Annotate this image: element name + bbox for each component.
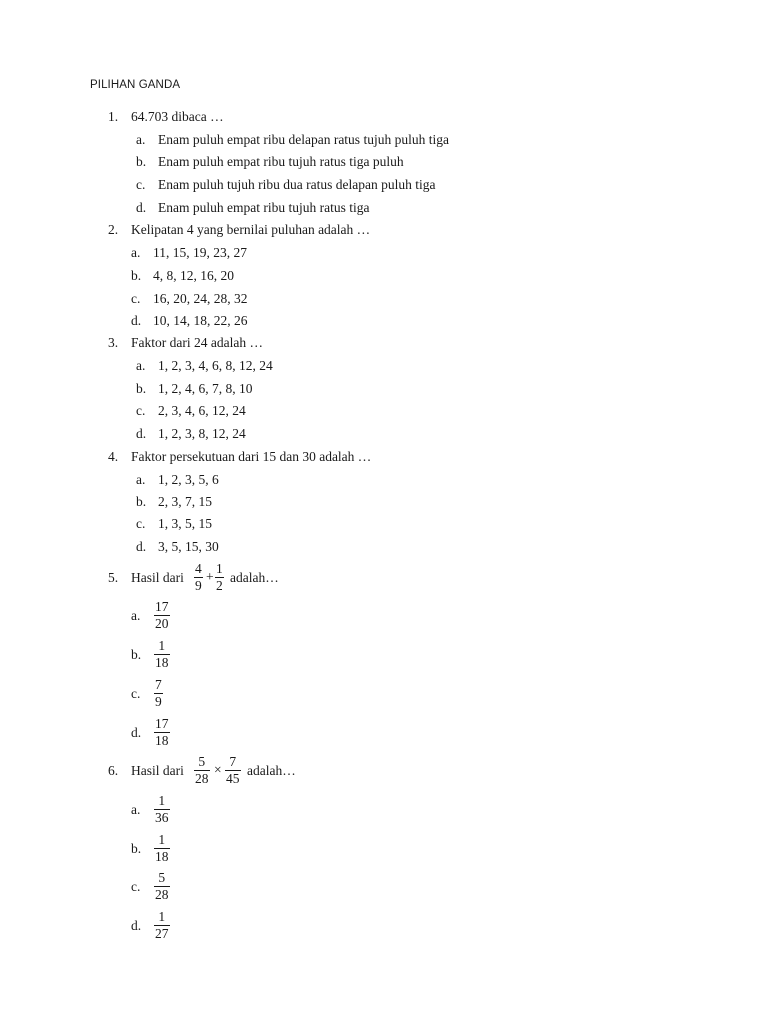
denominator: 28 (195, 771, 209, 786)
question-text: Kelipatan 4 yang bernilai puluhan adalah … (131, 222, 371, 237)
section-heading: PILIHAN GANDA (90, 79, 181, 91)
question-text: Faktor persekutuan dari 15 dan 30 adalah … (131, 449, 372, 464)
option-fraction (154, 639, 170, 670)
fraction (194, 755, 210, 786)
option-label: a. (136, 472, 146, 487)
question-text: Hasil dari (131, 763, 184, 778)
option-fraction (154, 600, 170, 631)
option-label: b. (131, 268, 142, 283)
numerator: 1 (158, 832, 166, 847)
denominator: 20 (155, 616, 169, 631)
option-label: c. (131, 879, 141, 894)
option-fraction (154, 678, 163, 709)
question-number: 1. (108, 109, 119, 124)
option-label: b. (131, 647, 142, 662)
option-label: b. (131, 841, 142, 856)
denominator: 45 (226, 771, 240, 786)
option-label: c. (131, 291, 141, 306)
numerator: 17 (155, 716, 169, 731)
denominator: 9 (195, 578, 202, 593)
option-text: 4, 8, 12, 16, 20 (153, 268, 234, 283)
option-text: 1, 2, 3, 4, 6, 8, 12, 24 (158, 358, 273, 373)
option-text: Enam puluh empat ribu tujuh ratus tiga puluh (158, 154, 404, 169)
option-label: d. (131, 725, 142, 740)
fraction (215, 562, 224, 593)
denominator: 28 (155, 887, 169, 902)
option-text: 1, 3, 5, 15 (158, 516, 212, 531)
option-label: a. (131, 608, 141, 623)
option-text: 1, 2, 3, 8, 12, 24 (158, 426, 246, 441)
question-text: Faktor dari 24 adalah … (131, 335, 263, 350)
fraction (194, 562, 203, 593)
multiply-operator: × (214, 762, 222, 777)
option-text: 1, 2, 4, 6, 7, 8, 10 (158, 381, 253, 396)
option-label: b. (136, 381, 147, 396)
numerator: 4 (195, 561, 202, 576)
option-label: b. (136, 494, 147, 509)
option-label: d. (136, 426, 147, 441)
option-label: a. (131, 802, 141, 817)
option-label: a. (136, 132, 146, 147)
option-label: b. (136, 154, 147, 169)
numerator: 1 (216, 561, 223, 576)
option-text: 10, 14, 18, 22, 26 (153, 313, 248, 328)
option-text: Enam puluh empat ribu delapan ratus tujuh puluh tiga (158, 132, 449, 147)
option-text: 16, 20, 24, 28, 32 (153, 291, 248, 306)
option-label: c. (136, 403, 146, 418)
denominator: 18 (155, 849, 169, 864)
option-text: 2, 3, 4, 6, 12, 24 (158, 403, 246, 418)
question-suffix: adalah… (230, 570, 279, 585)
numerator: 1 (158, 793, 166, 808)
option-label: d. (136, 200, 147, 215)
question-number: 3. (108, 335, 119, 350)
denominator: 18 (155, 655, 169, 670)
numerator: 5 (158, 870, 166, 885)
plus-operator: + (206, 569, 214, 584)
option-fraction (154, 871, 170, 902)
denominator: 27 (155, 926, 169, 941)
option-fraction (154, 794, 170, 825)
question-text: Hasil dari (131, 570, 184, 585)
question-text: 64.703 dibaca … (131, 109, 224, 124)
numerator: 1 (158, 909, 166, 924)
question-number: 2. (108, 222, 119, 237)
denominator: 2 (216, 578, 223, 593)
numerator: 7 (155, 677, 162, 692)
option-text: 2, 3, 7, 15 (158, 494, 212, 509)
option-label: c. (136, 516, 146, 531)
question-suffix: adalah… (247, 763, 296, 778)
option-fraction (154, 910, 170, 941)
option-fraction (154, 833, 170, 864)
option-fraction (154, 717, 170, 748)
option-text: 3, 5, 15, 30 (158, 539, 219, 554)
numerator: 17 (155, 599, 169, 614)
option-label: a. (131, 245, 141, 260)
numerator: 7 (229, 754, 237, 769)
numerator: 5 (198, 754, 206, 769)
fraction (225, 755, 241, 786)
denominator: 18 (155, 733, 169, 748)
option-label: d. (131, 918, 142, 933)
denominator: 36 (155, 810, 169, 825)
numerator: 1 (158, 638, 166, 653)
question-number: 5. (108, 570, 119, 585)
question-number: 6. (108, 763, 119, 778)
question-number: 4. (108, 449, 119, 464)
option-label: c. (136, 177, 146, 192)
option-text: Enam puluh empat ribu tujuh ratus tiga (158, 200, 370, 215)
option-label: d. (131, 313, 142, 328)
denominator: 9 (155, 694, 162, 709)
option-text: 11, 15, 19, 23, 27 (153, 245, 247, 260)
option-label: c. (131, 686, 141, 701)
option-label: a. (136, 358, 146, 373)
option-text: 1, 2, 3, 5, 6 (158, 472, 219, 487)
option-label: d. (136, 539, 147, 554)
option-text: Enam puluh tujuh ribu dua ratus delapan puluh tiga (158, 177, 436, 192)
